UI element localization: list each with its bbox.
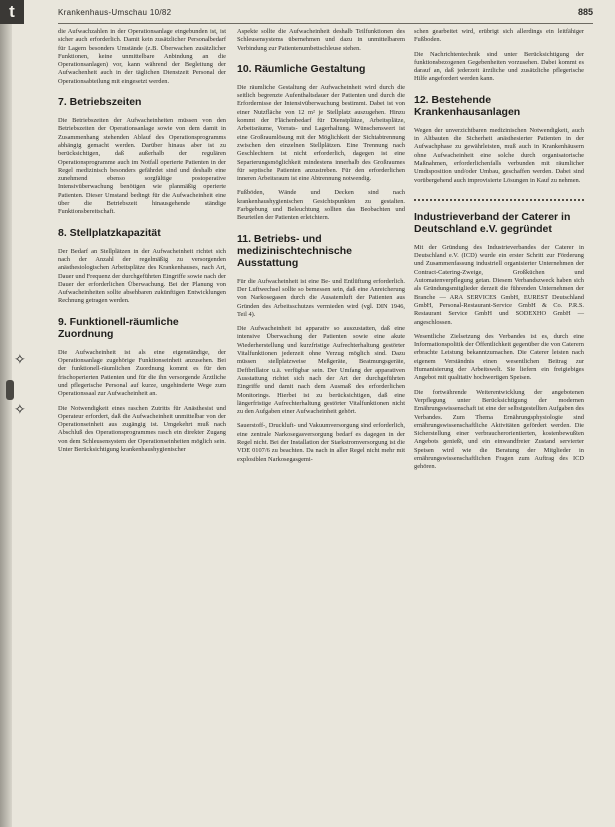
punch-hole [6, 380, 14, 400]
paragraph: Der Bedarf an Stellplätzen in der Aufwacheinheit richtet sich nach der Anzahl der regelmäßig zu versorgenden anästhesiologischen Arbeitsplätze des Krankenhauses, nach Art, Dauer und Frequenz der durchgeführten Eingriffe sowie nach der Dauer der erforderlichen Überwachung. Bei der Planung von Aufwacheinheiten sollte absehbaren zukünftigen Entwicklungen Rechnung getragen werden. [58, 247, 226, 305]
paragraph: Aspekte sollte die Aufwacheinheit deshalb Teilfunktionen des Schleusensystems übernehmen und dazu in unmittelbarem Verbindung zur Patientenumbettschleuse stehen. [237, 28, 405, 52]
binding-edge [0, 0, 12, 827]
journal-title: Krankenhaus-Umschau 10/82 [58, 8, 172, 17]
section-heading-8: 8. Stellplatzkapazität [58, 226, 161, 239]
running-header [58, 5, 593, 24]
section-heading-7: 7. Betriebszeiten [58, 96, 142, 109]
paragraph: Wesentliche Zielsetzung des Verbandes ist es, durch eine Informationspolitik der Öffentlichkeit gegenüber die von Caterern erbrachte Leistung bekanntzumachen. Die Caterer leisten nach eigenem Verständnis einen wesentlichen Beitrag zur Humanisierung der Arbeitswelt. Sie liefern ein freigiebiges Angebot mit qualitativ hochwertigen Speisen. [414, 332, 584, 382]
margin-mark-icon: ✧ [14, 403, 26, 418]
paragraph: Die Nachrichtentechnik sind unter Berücksichtigung der funktionsbezogenen Gegebenheiten vorzusehen. Dabei kommt es darauf an, daß jederzeit ärztliche und zusätzliche pflegerische Hilfe angefordert werden kann. [414, 50, 584, 83]
section-heading-9: 9. Funktionell-räumliche Zuordnung [58, 315, 179, 340]
paragraph: Die Aufwacheinheit ist als eine eigenständige, der Operationsanlage zugehörige Funktionseinheit anzusehen. Bei der funktionell-räumlichen Zuordnung kommt es für den frischoperierten Patienten und für die ihn versorgende Ärztliche und pflegerische Personal auf kurze, ungehinderte Wege zum Operationssaal zur Aufwacheinheit an. [58, 348, 226, 398]
column-1 [58, 28, 226, 460]
paragraph: Sauerstoff-, Druckluft- und Vakuumversorgung sind erforderlich, eine zentrale Narkosegasversorgung bedarf es dagegen in der Regel nicht. Bei der Installation der Starkstromversorgung ist die VDE 0107/6 zu beachten. Da nach in aller Regel nicht mehr mit explosiblen Narkosegasgemi- [237, 422, 405, 463]
paragraph: Mit der Gründung des Industrieverbandes der Caterer in Deutschland e.V. (ICD) wurde ein erster Schritt zur Förderung und Zusammenfassung industriell organisierter Unternehmen der Contract-Catering-Zweige, Großküchen und Automatenverpflegung getan. Diesem Verbandszweck haben sich als Gründungsmitglieder derzeit die führenden Unternehmen der Branche — ARA SERVICES GmbH, EUREST Deutschland GmbH, Personal-Restaurant-Service GmbH & Co. P.R.S. Restaurant Service GmbH und SODEXHO GmbH — angeschlossen. [414, 243, 584, 326]
paragraph: Fußböden, Wände und Decken sind nach krankenhaushygienischen Gesichtspunkten zu gestalten. Farbgebung und Beleuchtung sollten das Beobachten und Beurteilen der Patienten erleichtern. [237, 189, 405, 222]
paragraph: Die Notwendigkeit eines raschen Zutritts für Anästhesist und Operateur erfordert, daß die Aufwacheinheit unmittelbar von der Operationseinheit aus zugängig ist. Umgekehrt muß nach Abschluß des Operationsprogrammes rasch ein direkter Zugang von dem Schleusensystem der Operationseinheiten möglich sein. Unter Berücksichtigung krankenhaushygienischer [58, 404, 226, 453]
section-heading-12: 12. Bestehende Krankenhausanlagen [414, 93, 521, 118]
paragraph: Die Betriebszeiten der Aufwacheinheiten müssen von den Betriebszeiten der Operationsanlage sowie von dem damit in Zusammenhang stehenden Ablauf des Operationsprogramms abhängig gemacht werden. Darüber hinaus aber ist zu berücksichtigen, daß außerhalb der regulären Operationsprogramme auch im Notfall operierte Patienten in der Regel medizinisch besonders gefährdet sind und deshalb eine zunehmend ebenso sorgfältige postoperative Intensivüberwachung benötigen wie planmäßig operierte Patienten. Dieser Umstand bedingt für die Aufwacheinheit eine über die Betriebszeit hinausgehende ständige Funktionsbereitschaft. [58, 117, 226, 216]
column-2 [237, 28, 405, 470]
column-3 [414, 28, 584, 478]
thumb-tab: t [0, 0, 24, 24]
paragraph: schen gearbeitet wird, erübrigt sich allerdings ein leitfähiger Fußboden. [414, 28, 584, 44]
paragraph: Die räumliche Gestaltung der Aufwacheinheit wird durch die seitlich begrenzte Aufenthaltsdauer der Patienten und durch die Erfordernisse der Intensivüberwachung bestimmt. Dabei ist von einer Nutzfläche von 12 m² je Stellplatz auszugehen. Hinzu kommt der Flächenbedarf für Dienstplätze, Arbeitsplätze, Arbeitsräume, Vorrats- und Lagerhaltung. Wünschenswert ist eine Großraumlösung mit der Möglichkeit der Sichtabtrennung zwischen den einzelnen Stellplätzen. Eine Trennung nach Geschlechtern ist nicht erforderlich, dagegen ist eine Separierungsmöglichkeit mindestens innerhalb des Großraumes für septische Patienten anzustreben. Für den erforderlichen inneren Arbeitsraum ist eine Abtrennung notwendig. [237, 83, 405, 183]
paragraph: die Aufwachzahlen in der Operationsanlage eingebunden ist, ist sicher auch erforderlich. Damit kein zusätzlicher Personalbedarf für Lagern besonders Umstände (z.B. Überwachen zusätzlicher Funktionen, keine unmittelbare Anbindung an die Operationsanlagen) vor, kann während der Begleitung der Aufwachenheit auch in der täglichen Dienstzeit Personal der Operationsabteilung mit eingesetzt werden. [58, 28, 226, 85]
paragraph: Für die Aufwacheinheit ist eine Be- und Entlüftung erforderlich. Der Luftwechsel sollte so bemessen sein, daß eine Anreicherung von Narkosegasen durch die Ausatemluft der Patienten aus Gründen des Arbeitsschutzes vermieden wird (vgl. DIN 1946, Teil 4). [237, 277, 405, 318]
paragraph: Die fortwährende Weiterentwicklung der angebotenen Verpflegung unter Berücksichtigung der modernen Ernährungswissenschaft ist eine der selbstgestellten Aufgaben des Verbandes. Zum Thema Ernährungsphysiologie sind ernährungswissenschaftliche Aktivitäten gefördert werden. Die Sicherstellung einer verbraucherorientierten, kostenbewußten Angebots genießt, und ein einwandfreier Zustand servierter Speisen wird wie die Beratung der Mitglieder in ernährungswissenschaftlichen Fragen zum Auftrag des ICD gehören. [414, 388, 584, 471]
paragraph: Wegen der unverzichtbaren medizinischen Notwendigkeit, auch in Altbauten die Sicherheit anästhesierter Patienten in der Aufwachphase zu gewährleisten, muß auch in Krankenhäusern ohne Aufwacheinheit eine solche durch organisatorische Maßnahmen, erforderlichenfalls verbunden mit räumlicher Umdisposition und/oder Umbau, geschaffen werden. Dabei sind vorübergehend auch improvisierte Lösungen in Kauf zu nehmen. [414, 126, 584, 184]
section-heading-10: 10. Räumliche Gestaltung [237, 62, 366, 75]
margin-mark-icon: ✧ [14, 353, 26, 368]
paragraph: Die Aufwacheinheit ist apparativ so auszustatten, daß eine intensive Überwachung der Patienten sowie eine akute Wiederherstellung und kurzfristige Aufrechterhaltung gestörter Vitalfunktionen jederzeit ohne Verzug möglich sind. Dazu müssen stellplatzweise Meßgeräte, Beatmungsgeräte, Defibrillator u.ä. verfügbar sein. Der Umfang der apparativen Ausstattung richtet sich nach der Art der durchgeführten Eingriffe und damit nach dem Ausmaß des erforderlichen Monitorings. Hierbei ist zu berücksichtigen, daß eine längerfristige Aufrechterhaltung gestörter Vitalfunktionen nicht zu den Aufgaben einer Aufwacheinheit gehört. [237, 325, 405, 416]
page-number: 885 [577, 7, 593, 17]
news-box-heading: Industrieverband der Caterer in Deutschland e.V. gegründet [414, 199, 584, 235]
section-heading-11: 11. Betriebs- und medizinischtechnische Ausstattung [237, 232, 352, 269]
